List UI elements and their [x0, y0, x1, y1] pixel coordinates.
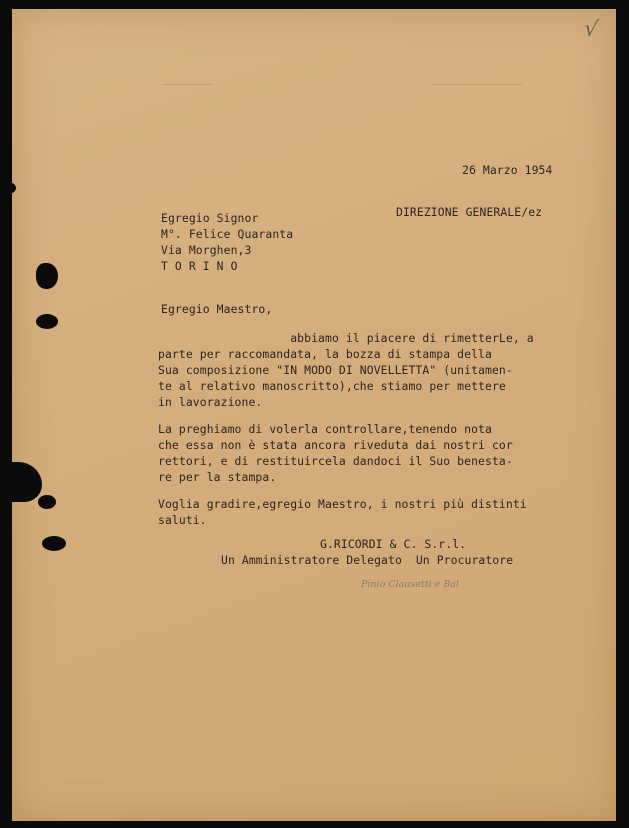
- letter-date: 26 Marzo 1954: [462, 163, 553, 177]
- addressee-line: Egregio Signor: [161, 211, 259, 225]
- binder-hole: [38, 495, 56, 509]
- addressee-line: Via Morghen,3: [161, 243, 252, 257]
- letter-paper: [12, 9, 616, 821]
- body-line: te al relativo manoscritto),che stiamo per mettere: [158, 379, 506, 393]
- body-line: rettori, e di restituircela dandoci il Suo benesta-: [158, 454, 513, 468]
- torn-edge: [0, 182, 16, 194]
- body-line: abbiamo il piacere di rimetterLe, a: [158, 331, 534, 345]
- body-line: parte per raccomandata, la bozza di stampa della: [158, 347, 492, 361]
- body-line: re per la stampa.: [158, 470, 277, 484]
- body-line: Sua composizione "IN MODO DI NOVELLETTA" (unitamen-: [158, 363, 513, 377]
- body-line: in lavorazione.: [158, 395, 263, 409]
- company-name: G.RICORDI & C. S.r.l.: [320, 537, 467, 551]
- binder-hole: [36, 263, 58, 289]
- fold-line: [432, 84, 522, 85]
- signature-stamp: Pinio Clausetti e Bal: [361, 579, 459, 590]
- addressee-line: T O R I N O: [161, 259, 238, 273]
- body-line: che essa non è stata ancora riveduta dai nostri cor: [158, 438, 513, 452]
- check-mark-icon: √: [582, 16, 600, 43]
- body-line: saluti.: [158, 513, 207, 527]
- binder-hole: [42, 536, 66, 551]
- body-line: Voglia gradire,egregio Maestro, i nostri più distinti: [158, 497, 527, 511]
- binder-hole: [36, 314, 58, 329]
- reference-code: DIREZIONE GENERALE/ez: [396, 205, 543, 219]
- fold-line: [162, 84, 212, 85]
- addressee-line: M°. Felice Quaranta: [161, 227, 294, 241]
- salutation: Egregio Maestro,: [161, 302, 273, 316]
- signatories: Un Amministratore Delegato Un Procuratore: [221, 553, 514, 567]
- body-line: La preghiamo di volerla controllare,tenendo nota: [158, 422, 492, 436]
